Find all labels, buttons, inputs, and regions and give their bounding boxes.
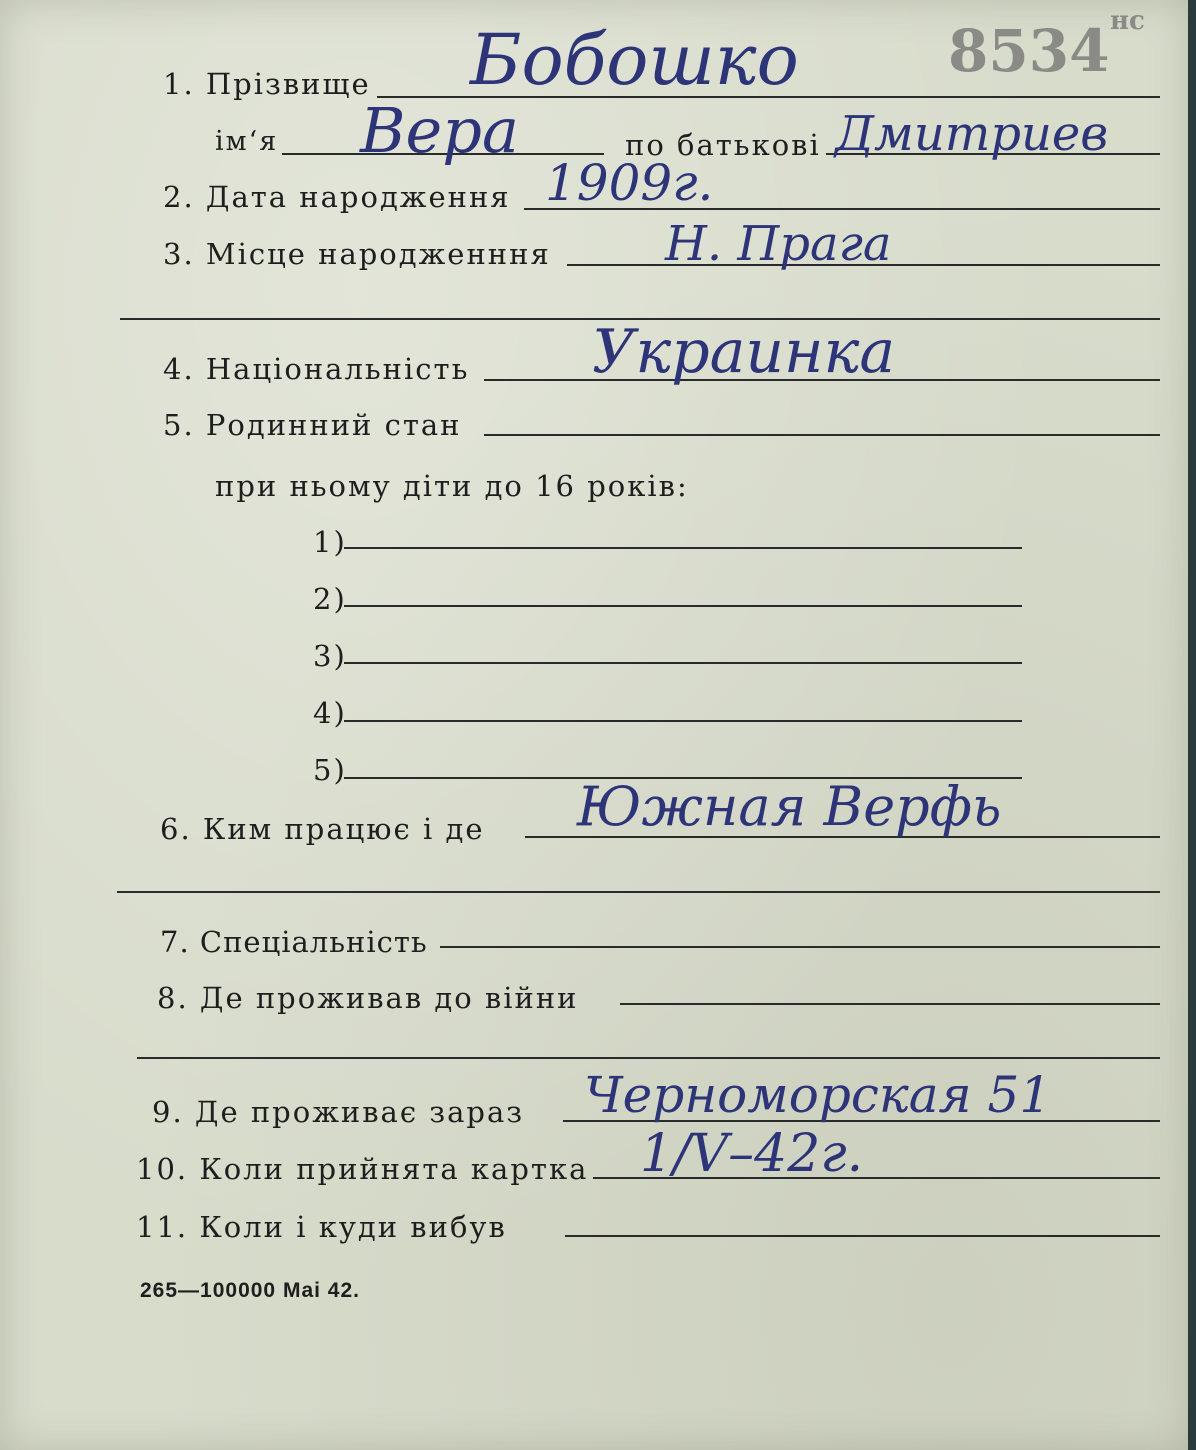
name-value: Вера xyxy=(360,94,519,167)
birthdate-label: 2. Дата народження xyxy=(163,180,511,214)
birth-year-value: 1909г. xyxy=(545,154,714,212)
surname-value: Бобошко xyxy=(470,19,799,101)
current-label: 9. Де проживає зараз xyxy=(152,1095,525,1129)
accepted-label: 10. Коли прийнята картка xyxy=(136,1152,589,1186)
name-label: ім‘я xyxy=(215,126,279,157)
children-label: при ньому діти до 16 років: xyxy=(215,469,689,503)
card-number: 8534 xyxy=(948,17,1110,85)
birthplace-value: Н. Прага xyxy=(665,216,892,272)
card-number-suffix: нс xyxy=(1110,6,1145,36)
nationality-value: Украинка xyxy=(592,317,896,387)
child-4-label: 4) xyxy=(313,696,347,730)
left-label: 11. Коли і куди вибув xyxy=(136,1210,507,1244)
child-1-line xyxy=(344,547,1022,549)
prewar-label: 8. Де проживав до війни xyxy=(157,981,579,1015)
page-edge xyxy=(1188,0,1196,1450)
patronymic-label: по батькові xyxy=(625,128,821,162)
child-2-line xyxy=(344,605,1022,607)
family-line xyxy=(484,434,1160,436)
prewar-line xyxy=(620,1003,1160,1005)
work-value: Южная Верфь xyxy=(577,775,1002,838)
speciality-line xyxy=(440,946,1160,948)
child-4-line xyxy=(344,720,1022,722)
child-3-line xyxy=(344,662,1022,664)
birthplace-label: 3. Місце народженння xyxy=(163,237,551,271)
patronymic-value: Дмитриев xyxy=(835,106,1109,162)
child-5-label: 5) xyxy=(313,753,347,787)
nationality-label: 4. Національність xyxy=(163,352,470,386)
surname-label: 1. Прізвище xyxy=(163,67,371,101)
child-2-label: 2) xyxy=(313,582,347,616)
accepted-date-value: 1/V–42г. xyxy=(640,1124,864,1184)
prewar-line-2 xyxy=(137,1057,1160,1059)
child-3-label: 3) xyxy=(313,639,347,673)
child-1-label: 1) xyxy=(313,525,347,559)
work-label: 6. Ким працює і де xyxy=(160,812,485,846)
speciality-label: 7. Спеціальність xyxy=(160,925,428,959)
left-line xyxy=(565,1235,1160,1237)
current-address-value: Черноморская 51 xyxy=(584,1066,1052,1124)
work-line-2 xyxy=(117,891,1160,893)
print-code: 265—100000 Mai 42. xyxy=(140,1279,360,1302)
family-label: 5. Родинний стан xyxy=(163,408,462,442)
